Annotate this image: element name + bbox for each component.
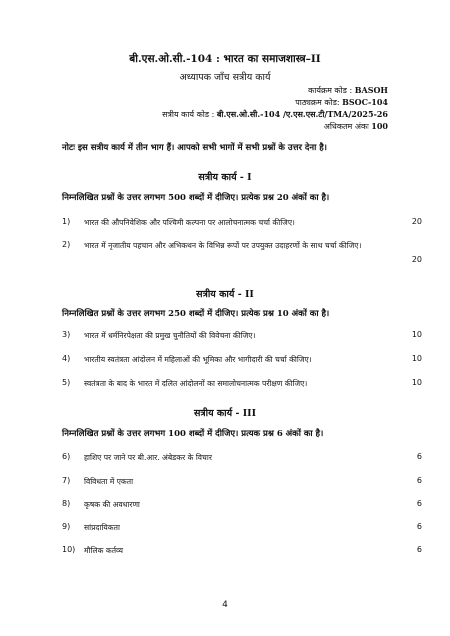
question-number: 10) (62, 545, 76, 554)
question-number: 1) (62, 217, 71, 226)
section-3-heading: सत्रीय कार्य - III (193, 408, 257, 419)
question-marks: 10 (411, 354, 422, 363)
max-marks (324, 120, 388, 133)
question-text: विविधता में एकता (84, 477, 134, 486)
course-code-value: BSOC-104 (342, 97, 388, 107)
question-text: भारत की औपनिवेशिक और पश्चिमी कल्पना पर आलोचनात्मक चर्चा कीजिए। (84, 218, 295, 227)
question-text: सांप्रदायिकता (84, 523, 120, 532)
question-marks: 20 (411, 255, 422, 264)
question-marks: 6 (416, 545, 422, 554)
question-number: 3) (62, 330, 71, 339)
question-text: भारत में धर्मनिरपेक्षता की प्रमुख चुनौतियों की विवेचना कीजिए। (84, 331, 256, 340)
document-title: बी.एस.ओ.सी.-104 : भारत का समाजशास्त्र–II (129, 53, 321, 65)
assignment-code-value: बी.एस.ओ.सी.-104 /ए.एस.एस.टी/TMA/2025-26 (216, 109, 388, 119)
question-text: भारतीय स्वतंत्रता आंदोलन में महिलाओं की भूमिका और भागीदारी की चर्चा कीजिए। (84, 355, 312, 364)
assignment-note: नोटः इस सत्रीय कार्य में तीन भाग हैं। आपको सभी भागों में सभी प्रश्नों के उत्तर देना है। (62, 143, 328, 153)
programme-code-label: कार्यक्रम कोड : (308, 86, 353, 95)
programme-code-value: BASOH (354, 85, 388, 95)
question-number: 4) (62, 354, 71, 363)
question-text: कृषक की अवधारणा (84, 500, 140, 509)
question-number: 7) (62, 476, 71, 485)
question-text: भारत में नृजातीय पहचान और अभिकथन के विभिन्न रूपों पर उपयुक्त उदाहरणों के साथ चर्चा कीजिए। (84, 241, 362, 250)
question-marks: 6 (416, 452, 422, 461)
section-3-instruction: निम्नलिखित प्रश्नों के उत्तर लगभग 100 शब्दों में दीजिए। प्रत्यक प्रश्न 6 अंकों का है। (62, 429, 324, 439)
question-marks: 20 (411, 217, 422, 226)
section-1-heading: सत्रीय कार्य - I (198, 172, 252, 183)
course-code-label: पाठ्यक्रम कोड: (295, 98, 340, 107)
assignment-code-label: सत्रीय कार्य कोड : (162, 110, 215, 119)
question-text: मौलिक कर्तव्य (84, 546, 124, 555)
max-marks-value: 100 (371, 121, 388, 131)
page-number: 4 (222, 600, 228, 610)
question-marks: 6 (416, 499, 422, 508)
question-marks: 6 (416, 476, 422, 485)
question-marks: 10 (411, 378, 422, 387)
question-number: 9) (62, 522, 71, 531)
question-number: 8) (62, 499, 71, 508)
question-marks: 10 (411, 330, 422, 339)
question-number: 6) (62, 452, 71, 461)
section-2-heading: सत्रीय कार्य - II (196, 289, 254, 300)
max-marks-label: अधिकतम अंकः (323, 122, 369, 131)
question-text: हाशिए पर जाने पर बी.आर. अंबेडकर के विचार (84, 453, 212, 462)
section-2-instruction: निम्नलिखित प्रश्नों के उत्तर लगभग 250 शब्दों में दीजिए। प्रत्येक प्रश्न 10 अंकों का है। (62, 309, 330, 319)
question-text: स्वतंत्रता के बाद के भारत में दलित आंदोलनों का समालोचनात्मक परीक्षण कीजिए। (84, 379, 308, 388)
section-1-instruction: निम्नलिखित प्रश्नों के उत्तर लगभग 500 शब्दों में दीजिए। प्रत्येक प्रश्न 20 अंकों का है। (62, 193, 330, 203)
question-number: 5) (62, 378, 71, 387)
question-marks: 6 (416, 522, 422, 531)
document-subtitle: अध्यापक जाँच सत्रीय कार्य (179, 72, 271, 83)
question-number: 2) (62, 240, 71, 249)
